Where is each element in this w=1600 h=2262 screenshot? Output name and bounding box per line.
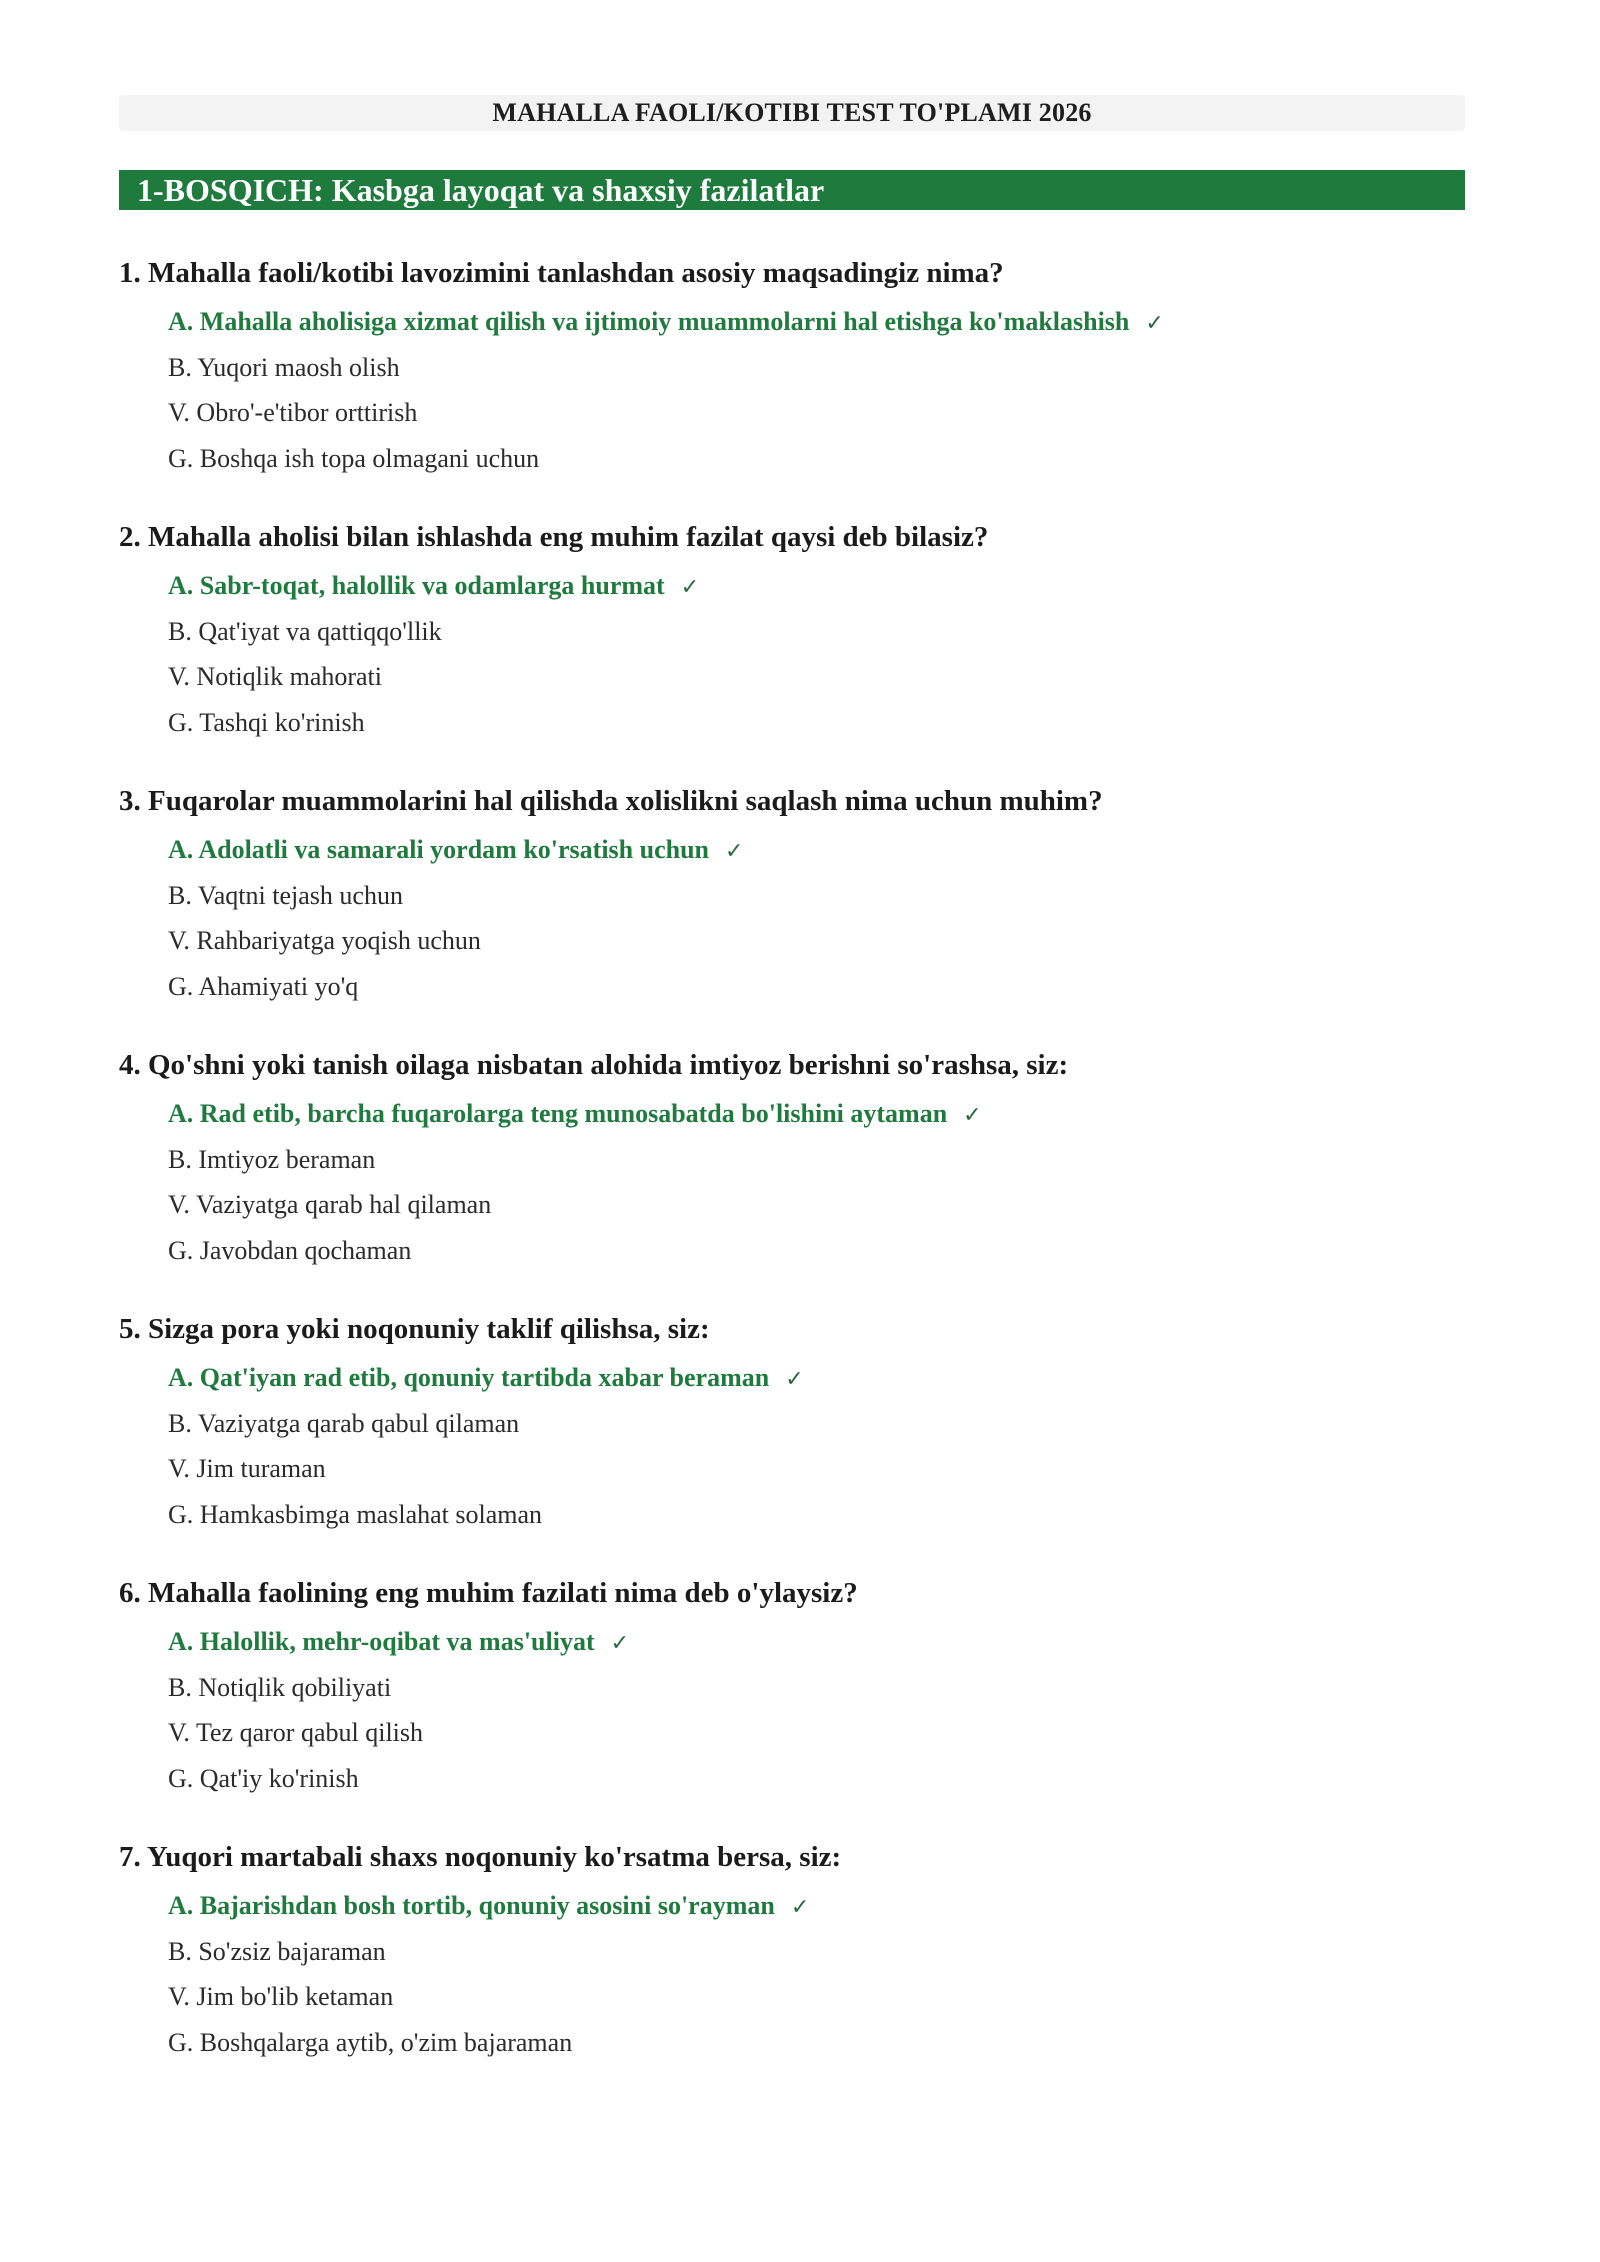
question-block: [119, 252, 1465, 481]
check-mark-icon: ✓: [790, 1895, 810, 1920]
question-block: [119, 1308, 1465, 1537]
option-label: A. Bajarishdan bosh tortib, qonuniy asosini so'rayman: [168, 1891, 775, 1920]
question-text: 6. Mahalla faolining eng muhim fazilati nima deb o'ylaysiz?: [119, 1577, 858, 1609]
question-text: 2. Mahalla aholisi bilan ishlashda eng muhim fazilat qaysi deb bilasiz?: [119, 521, 989, 553]
section-banner: [119, 170, 1465, 210]
option-label: V. Jim bo'lib ketaman: [168, 1982, 394, 2011]
answer-options: [119, 1355, 1465, 1537]
answer-option: [168, 436, 1465, 482]
answer-option: [168, 700, 1465, 746]
answer-option: [168, 964, 1465, 1010]
question-text: 4. Qo'shni yoki tanish oilaga nisbatan alohida imtiyoz berishni so'rashsa, siz:: [119, 1049, 1069, 1081]
option-label: B. So'zsiz bajaraman: [168, 1936, 386, 1966]
answer-option: [168, 1756, 1465, 1802]
option-label: V. Notiqlik mahorati: [168, 662, 383, 691]
option-label: V. Obro'-e'tibor orttirish: [168, 398, 418, 427]
answer-options: [119, 1091, 1465, 1273]
answer-option: [168, 1137, 1465, 1183]
answer-option: [168, 654, 1465, 700]
question-text: 3. Fuqarolar muammolarini hal qilishda xolislikni saqlash nima uchun muhim?: [119, 785, 1103, 817]
answer-option: [168, 1228, 1465, 1274]
question-block: [119, 780, 1465, 1009]
check-mark-icon: ✓: [680, 575, 700, 600]
answer-option: [168, 1446, 1465, 1492]
question-text: 5. Sizga pora yoki noqonuniy taklif qilishsa, siz:: [119, 1313, 710, 1345]
option-label: G. Qat'iy ko'rinish: [168, 1763, 359, 1793]
option-label: G. Boshqa ish topa olmagani uchun: [168, 443, 540, 473]
check-mark-icon: ✓: [785, 1367, 804, 1392]
answer-option: [168, 1401, 1465, 1447]
option-label: V. Jim turaman: [168, 1454, 326, 1483]
question-text: 7. Yuqori martabali shaxs noqonuniy ko'rsatma bersa, siz:: [119, 1841, 842, 1873]
option-label: V. Rahbariyatga yoqish uchun: [168, 926, 481, 955]
answer-options: [119, 827, 1465, 1009]
option-label: B. Vaqtni tejash uchun: [168, 880, 403, 910]
correct-answer-option: [168, 1091, 1465, 1137]
correct-answer-option: [168, 299, 1465, 345]
answer-option: [168, 390, 1465, 436]
option-label: B. Imtiyoz beraman: [168, 1144, 376, 1174]
option-label: A. Halollik, mehr-oqibat va mas'uliyat: [168, 1627, 595, 1656]
answer-option: [168, 1929, 1465, 1975]
check-mark-icon: ✓: [610, 1631, 630, 1656]
correct-answer-option: [168, 563, 1465, 609]
correct-answer-option: [168, 1883, 1465, 1929]
answer-option: [168, 918, 1465, 964]
answer-option: [168, 1492, 1465, 1538]
correct-answer-option: [168, 1619, 1465, 1665]
answer-option: [168, 345, 1465, 391]
answer-option: [168, 1182, 1465, 1228]
correct-answer-option: [168, 1355, 1465, 1401]
option-label: G. Javobdan qochaman: [168, 1235, 412, 1265]
option-label: A. Sabr-toqat, halollik va odamlarga hurmat: [168, 571, 665, 600]
option-label: G. Hamkasbimga maslahat solaman: [168, 1499, 543, 1529]
check-mark-icon: ✓: [1145, 311, 1164, 336]
option-label: B. Vaziyatga qarab qabul qilaman: [168, 1408, 520, 1438]
answer-option: [168, 1974, 1465, 2020]
question-block: [119, 1572, 1465, 1801]
option-label: A. Mahalla aholisiga xizmat qilish va ijtimoiy muammolarni hal etishga ko'maklashish: [168, 307, 1130, 336]
option-label: G. Ahamiyati yo'q: [168, 971, 359, 1001]
option-label: G. Boshqalarga aytib, o'zim bajaraman: [168, 2027, 573, 2057]
option-label: V. Vaziyatga qarab hal qilaman: [168, 1190, 492, 1219]
answer-option: [168, 1665, 1465, 1711]
answer-options: [119, 1883, 1465, 2065]
page-title-bar: [119, 95, 1465, 131]
option-label: B. Qat'iyat va qattiqqo'llik: [168, 616, 442, 646]
question-block: [119, 1044, 1465, 1273]
answer-option: [168, 609, 1465, 655]
option-label: B. Notiqlik qobiliyati: [168, 1672, 392, 1702]
answer-option: [168, 1710, 1465, 1756]
answer-options: [119, 1619, 1465, 1801]
option-label: B. Yuqori maosh olish: [168, 352, 400, 382]
section-title: 1-BOSQICH: Kasbga layoqat va shaxsiy fazilatlar: [137, 171, 825, 208]
question-text: 1. Mahalla faoli/kotibi lavozimini tanlashdan asosiy maqsadingiz nima?: [119, 257, 1004, 289]
answer-options: [119, 299, 1465, 481]
question-block: [119, 1836, 1465, 2065]
correct-answer-option: [168, 827, 1465, 873]
question-block: [119, 516, 1465, 745]
check-mark-icon: ✓: [725, 839, 744, 864]
answer-options: [119, 563, 1465, 745]
option-label: V. Tez qaror qabul qilish: [168, 1718, 424, 1747]
answer-option: [168, 873, 1465, 919]
option-label: G. Tashqi ko'rinish: [168, 707, 365, 737]
option-label: A. Adolatli va samarali yordam ko'rsatish uchun: [168, 835, 710, 864]
page-title: MAHALLA FAOLI/KOTIBI TEST TO'PLAMI 2026: [492, 98, 1092, 127]
option-label: A. Qat'iyan rad etib, qonuniy tartibda xabar beraman: [168, 1363, 770, 1392]
check-mark-icon: ✓: [963, 1103, 982, 1128]
answer-option: [168, 2020, 1465, 2066]
option-label: A. Rad etib, barcha fuqarolarga teng munosabatda bo'lishini aytaman: [168, 1099, 948, 1128]
question-list: [119, 252, 1465, 2100]
